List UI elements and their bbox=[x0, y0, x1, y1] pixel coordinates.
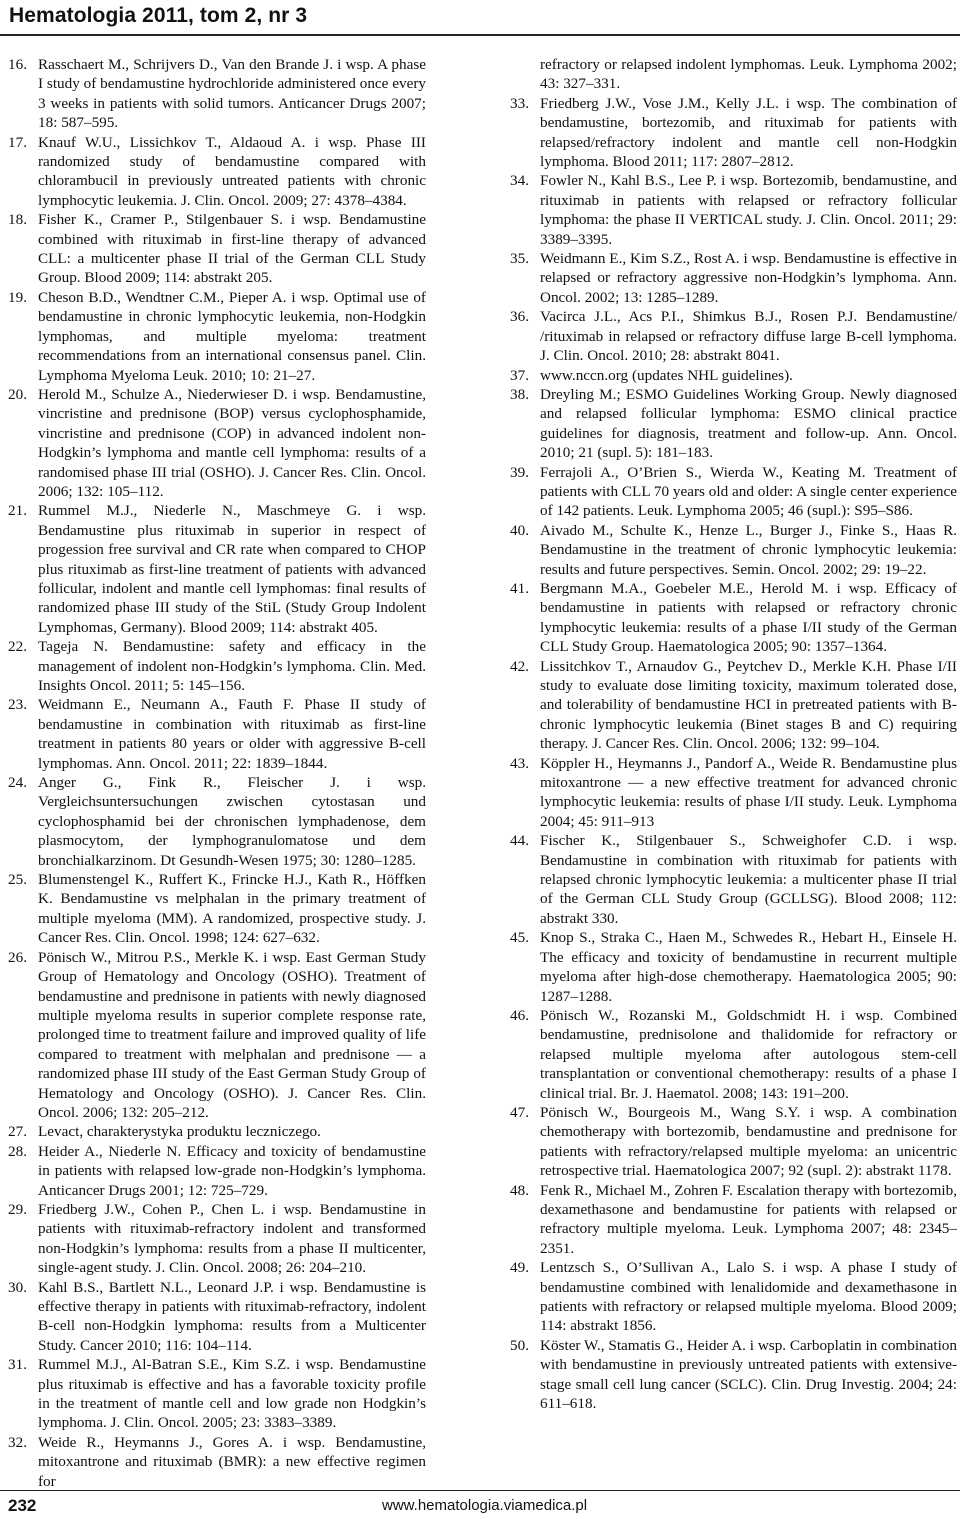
reference-number: 29. bbox=[8, 1200, 27, 1218]
reference-item bbox=[510, 307, 957, 365]
reference-number: 36. bbox=[510, 308, 529, 326]
reference-item bbox=[8, 773, 426, 870]
reference-text: Lissitchkov T., Arnaudov G., Peytchev D., Merkle K.H. Phase I/II study to evaluate dose limiting toxicity, maximum tolerated dose, and tolerability of bendamustine HCI in pretreated patients with B-chronic lymphocytic leukemia (Binet stages B and C) requiring therapy. J. Cancer Res. Clin. Oncol. 2006; 132: 99–104. bbox=[540, 657, 957, 753]
reference-item bbox=[8, 1355, 426, 1433]
reference-item bbox=[8, 55, 426, 133]
reference-item bbox=[8, 1122, 426, 1141]
reference-text: Blumenstengel K., Ruffert K., Frincke H.J., Kath R., Höffken K. Bendamustine vs melphalan in the primary treatment of multiple myeloma (MM). A randomized, prospective study. J. Cancer Res. Clin. Oncol. 1998; 124: 627–632. bbox=[38, 871, 426, 947]
reference-item bbox=[510, 1336, 957, 1414]
reference-item bbox=[8, 1200, 426, 1278]
reference-item bbox=[510, 831, 957, 928]
references-left-column bbox=[8, 55, 426, 1491]
reference-item bbox=[510, 657, 957, 754]
reference-number: 30. bbox=[8, 1278, 27, 1296]
reference-item bbox=[510, 521, 957, 579]
reference-text: Anger G., Fink R., Fleischer J. i wsp. Vergleichsuntersuchungen zwischen cytostasan und cyclophosphamid bei der chronischen lymphadenose, dem plasmocytom, der lymphogranulomatose und dem bronchialkarzinom. Dt Gesundh-Wesen 1975; 30: 1280–1285. bbox=[38, 774, 426, 869]
reference-number: 16. bbox=[8, 56, 27, 73]
reference-number: 20. bbox=[8, 385, 27, 403]
reference-text: Ferrajoli A., O’Brien S., Wierda W., Keating M. Treatment of patients with CLL 70 years old and older: A single center experience of 142 patients. Leuk. Lymphoma 2005; 46 (supl.): S95–S86. bbox=[540, 463, 957, 520]
reference-number: 48. bbox=[510, 1181, 529, 1199]
reference-item bbox=[8, 948, 426, 1123]
reference-number: 23. bbox=[8, 696, 27, 714]
reference-item bbox=[510, 1006, 957, 1103]
reference-item bbox=[8, 1433, 426, 1491]
reference-text: Friedberg J.W., Vose J.M., Kelly J.L. i wsp. The combination of bendamustine, bortezomib, and rituximab for patients with relapsed/refractory indolent and mantle cell non-Hodgkin lymphoma. Blood 2011; 117: 2807–2812. bbox=[540, 94, 957, 171]
reference-text: Tageja N. Bendamustine: safety and efficacy in the management of indolent non-Hodgkin’s lymphoma. Clin. Med. Insights Oncol. 2011; 5: 145–156. bbox=[38, 638, 426, 694]
reference-number: 27. bbox=[8, 1123, 27, 1141]
reference-number: 47. bbox=[510, 1103, 529, 1121]
reference-item bbox=[8, 1142, 426, 1200]
reference-text: www.nccn.org (updates NHL guidelines). bbox=[540, 366, 793, 384]
reference-number: 50. bbox=[510, 1336, 529, 1354]
reference-text: Weide R., Heymanns J., Gores A. i wsp. Bendamustine, mitoxantrone and rituximab (BMR): a new effective regimen for bbox=[38, 1433, 426, 1490]
reference-item bbox=[510, 249, 957, 307]
reference-text: Rummel M.J., Niederle N., Maschmeye G. i wsp. Bendamustine plus rituximab in superior in respect of progession free survival and CR rate when compared to CHOP plus rituximab as first-line treatment of patients with advanced follicular, indolent and mantle cell lymphomas: final results of randomized phase III study of the StiL (Study Group Indolent Lymphomas, Germany). Blood 2009; 114: abstrakt 405. bbox=[38, 502, 426, 636]
reference-number: 49. bbox=[510, 1259, 529, 1277]
reference-text: refractory or relapsed indolent lymphomas. Leuk. Lymphoma 2002; 43: 327–331. bbox=[540, 56, 957, 93]
reference-text: Fowler N., Kahl B.S., Lee P. i wsp. Bortezomib, bendamustine, and rituximab in patients with relapsed or refractory follicular lymphoma: the phase II VERTICAL study. J. Clin. Oncol. 2011; 29: 3389–3395. bbox=[540, 172, 957, 248]
reference-text: Levact, charakterystyka produktu leczniczego. bbox=[38, 1123, 321, 1141]
page-number: 232 bbox=[8, 1496, 37, 1515]
reference-item bbox=[510, 171, 957, 249]
reference-item bbox=[8, 133, 426, 211]
reference-number: 37. bbox=[510, 366, 529, 384]
reference-text: Aivado M., Schulte K., Henze L., Burger J., Finke S., Haas R. Bendamustine in the treatment of chronic lymphocytic leukemia: results and future perspectives. Semin. Oncol. 2002; 29: 19–22. bbox=[540, 521, 957, 578]
reference-text: Weidmann E., Neumann A., Fauth F. Phase II study of bendamustine in combination with rituximab as first-line treatment in patients 80 years or older with aggressive B-cell lymphomas. Ann. Oncol. 2011; 22: 1839–1844. bbox=[38, 696, 426, 772]
reference-number: 22. bbox=[8, 638, 27, 656]
reference-number: 31. bbox=[8, 1356, 27, 1374]
reference-number: 32. bbox=[8, 1433, 27, 1451]
reference-item bbox=[510, 579, 957, 657]
reference-number: 18. bbox=[8, 211, 27, 229]
reference-number: 46. bbox=[510, 1006, 529, 1024]
journal-title: Hematologia 2011, tom 2, nr 3 bbox=[9, 4, 308, 27]
reference-item bbox=[510, 1258, 957, 1336]
reference-text: Dreyling M.; ESMO Guidelines Working Group. Newly diagnosed and relapsed follicular lymphoma: ESMO clinical practice guidelines for diagnosis, treatment and follow-up. Ann. Oncol. 2010; 21 (supl. 5): 181–183. bbox=[540, 385, 957, 462]
reference-text: Kahl B.S., Bartlett N.L., Leonard J.P. i wsp. Bendamustine is effective therapy in patients with rituximab-refractory, indolent B-cell non-Hodgkin lymphoma: results from a Multicenter Study. Cancer 2010; 116: 104–114. bbox=[38, 1278, 426, 1354]
reference-text: Vacirca J.L., Acs P.I., Shimkus B.J., Rosen P.J. Bendamustine/ /rituximab in relapsed or refractory diffuse large B-cell lymphoma. J. Clin. Oncol. 2010; 28: abstrakt 8041. bbox=[540, 308, 957, 365]
reference-item bbox=[510, 754, 957, 832]
header-divider bbox=[0, 34, 960, 36]
reference-item bbox=[8, 695, 426, 773]
reference-item bbox=[8, 870, 426, 948]
reference-text: Pönisch W., Mitrou P.S., Merkle K. i wsp. East German Study Group of Hematology and Oncology (OSHO). Treatment of bendamustine and prednisone in patients with newly diagnosed multiple myeloma results in superior complete response rate, prolonged time to treatment failure and improved quality of life compared to treatment with melphalan and prednisone — a randomized phase III study of the East German Study Group of Hematology and Oncology (OSHO). J. Cancer Res. Clin. Oncol. 2006; 132: 205–212. bbox=[38, 948, 426, 1121]
reference-item bbox=[510, 1181, 957, 1259]
reference-text: Knop S., Straka C., Haen M., Schwedes R., Hebart H., Einsele H. The efficacy and toxicity of bendamustine in recurrent multiple myeloma after high-dose chemotherapy. Haematologica 2005; 90: 1287–1288. bbox=[540, 929, 957, 1005]
reference-text: Fischer K., Stilgenbauer S., Schweighofer C.D. i wsp. Bendamustine in combination with rituximab for patients with relapsed chronic lymphocytic leukemia: a multicenter phase II trial of the German CLL Study Group (GCLLSG). Blood 2008; 112: abstrakt 330. bbox=[540, 832, 957, 927]
reference-item bbox=[510, 366, 957, 385]
reference-number: 38. bbox=[510, 385, 529, 403]
reference-number: 34. bbox=[510, 172, 529, 190]
reference-item bbox=[510, 463, 957, 521]
reference-number: 41. bbox=[510, 579, 529, 597]
reference-text: Fisher K., Cramer P., Stilgenbauer S. i wsp. Bendamustine combined with rituximab in first-line therapy of advanced CLL: a multicenter phase II trial of the German CLL Study Group. Blood 2009; 114: abstrakt 205. bbox=[38, 211, 426, 287]
reference-number: 28. bbox=[8, 1142, 27, 1160]
reference-text: Weidmann E., Kim S.Z., Rost A. i wsp. Bendamustine is effective in relapsed or refractory aggressive non-Hodgkin’s lymphoma. Ann. Oncol. 2002; 13: 1285–1289. bbox=[540, 250, 957, 306]
reference-number: 39. bbox=[510, 463, 529, 481]
reference-text: Rummel M.J., Al-Batran S.E., Kim S.Z. i wsp. Bendamustine plus rituximab is effective and has a favorable toxicity profile in the treatment of mantle cell and low grade non Hodgkin’s lymphoma. J. Clin. Oncol. 2005; 23: 3383–3389. bbox=[38, 1356, 426, 1432]
reference-number: 24. bbox=[8, 774, 27, 792]
reference-item bbox=[510, 1103, 957, 1181]
reference-number: 21. bbox=[8, 502, 27, 520]
reference-item bbox=[510, 928, 957, 1006]
reference-text: Knauf W.U., Lissichkov T., Aldaoud A. i wsp. Phase III randomized study of bendamustine compared with chlorambucil in previously untreated patients with chronic lymphocytic leukemia. J. Clin. Oncol. 2009; 27: 4378–4384. bbox=[38, 133, 426, 209]
reference-item bbox=[8, 1278, 426, 1356]
reference-text: Köster W., Stamatis G., Heider A. i wsp. Carboplatin in combination with bendamustine in previously untreated patients with extensive-stage small cell lung cancer (SCLC). Clin. Drug Investig. 2004; 24: 611–618. bbox=[540, 1336, 957, 1413]
reference-number: 40. bbox=[510, 521, 529, 539]
reference-text: Rasschaert M., Schrijvers D., Van den Brande J. i wsp. A phase I study of bendamustine hydrochloride administered once every 3 weeks in patients with solid tumors. Anticancer Drugs 2007; 18: 587–595. bbox=[38, 56, 426, 132]
reference-number: 33. bbox=[510, 94, 529, 112]
reference-text: Friedberg J.W., Cohen P., Chen L. i wsp. Bendamustine in patients with rituximab-refractory indolent and transformed non-Hodgkin’s lymphoma: results from a phase II multicenter, single-agent study. J. Clin. Oncol. 2008; 26: 204–210. bbox=[38, 1200, 426, 1277]
reference-number: 42. bbox=[510, 657, 529, 675]
reference-text: Herold M., Schulze A., Niederwieser D. i wsp. Bendamustine, vincristine and prednisone (BOP) versus cyclophosphamide, vincristine and prednisone (COP) in advanced indolent non-Hodgkin’s lymphoma and mantle cell lymphoma: results of a randomised phase III trial (OSHO). J. Cancer Res. Clin. Oncol. 2006; 132: 105–112. bbox=[38, 385, 426, 500]
reference-text: Fenk R., Michael M., Zohren F. Escalation therapy with bortezomib, dexamethasone and bendamustine for patients with relapsed or refractory multiple myeloma. Leuk. Lymphoma 2007; 48: 2345–2351. bbox=[540, 1181, 957, 1257]
reference-number: 19. bbox=[8, 288, 27, 306]
reference-number: 25. bbox=[8, 871, 27, 889]
reference-item bbox=[8, 501, 426, 637]
footer-divider bbox=[0, 1490, 960, 1491]
reference-item bbox=[510, 94, 957, 172]
reference-number: 45. bbox=[510, 929, 529, 947]
reference-item bbox=[8, 288, 426, 385]
footer-url: www.hematologia.viamedica.pl bbox=[382, 1497, 588, 1514]
reference-number: 26. bbox=[8, 948, 27, 966]
reference-item bbox=[510, 385, 957, 463]
reference-number: 17. bbox=[8, 133, 27, 151]
reference-item bbox=[8, 210, 426, 288]
reference-text: Bergmann M.A., Goebeler M.E., Herold M. i wsp. Efficacy of bendamustine in patients with relapsed or refractory chronic lymphocytic leukemia: results of a phase I/II study of the German CLL Study Group. Haematologica 2005; 90: 1357–1364. bbox=[540, 579, 957, 656]
references-right-column bbox=[510, 55, 957, 1413]
reference-text: Pönisch W., Bourgeois M., Wang S.Y. i wsp. A combination chemotherapy with bortezomib, bendamustine and prednisone for patients with refractory/relapsed multiple myeloma: an unicentric retrospective trial. Haematologica 2007; 92 (supl. 2): abstrakt 1178. bbox=[540, 1103, 957, 1180]
reference-text: Köppler H., Heymanns J., Pandorf A., Weide R. Bendamustine plus mitoxantrone — a new effective treatment for advanced chronic lymphocytic leukemia: results of phase I/II study. Leuk. Lymphoma 2004; 45: 911–913 bbox=[540, 754, 957, 830]
reference-text: Heider A., Niederle N. Efficacy and toxicity of bendamustine in patients with relapsed low-grade non-Hodgkin’s lymphoma. Anticancer Drugs 2001; 12: 725–729. bbox=[38, 1142, 426, 1199]
reference-text: Cheson B.D., Wendtner C.M., Pieper A. i wsp. Optimal use of bendamustine in chronic lymphocytic leukemia, non-Hodgkin lymphomas, and multiple myeloma: treatment recommendations from an international consensus panel. Clin. Lymphoma Myeloma Leuk. 2010; 10: 21–27. bbox=[38, 288, 426, 384]
reference-text: Pönisch W., Rozanski M., Goldschmidt H. i wsp. Combined bendamustine, prednisolone and thalidomide for refractory or relapsed multiple myeloma after autologous stem-cell transplantation or conventional chemotherapy: results of a phase I clinical trial. Br. J. Haematol. 2008; 143: 191–200. bbox=[540, 1006, 957, 1102]
reference-item bbox=[510, 55, 957, 94]
reference-number: 43. bbox=[510, 754, 529, 772]
reference-item bbox=[8, 385, 426, 501]
reference-number: 44. bbox=[510, 832, 529, 850]
reference-text: Lentzsch S., O’Sullivan A., Lalo S. i wsp. A phase I study of bendamustine combined with lenalidomide and dexamethasone in patients with refractory or relapsed multiple myeloma. Blood 2009; 114: abstrakt 1856. bbox=[540, 1259, 957, 1335]
reference-number: 35. bbox=[510, 250, 529, 268]
reference-item bbox=[8, 637, 426, 695]
